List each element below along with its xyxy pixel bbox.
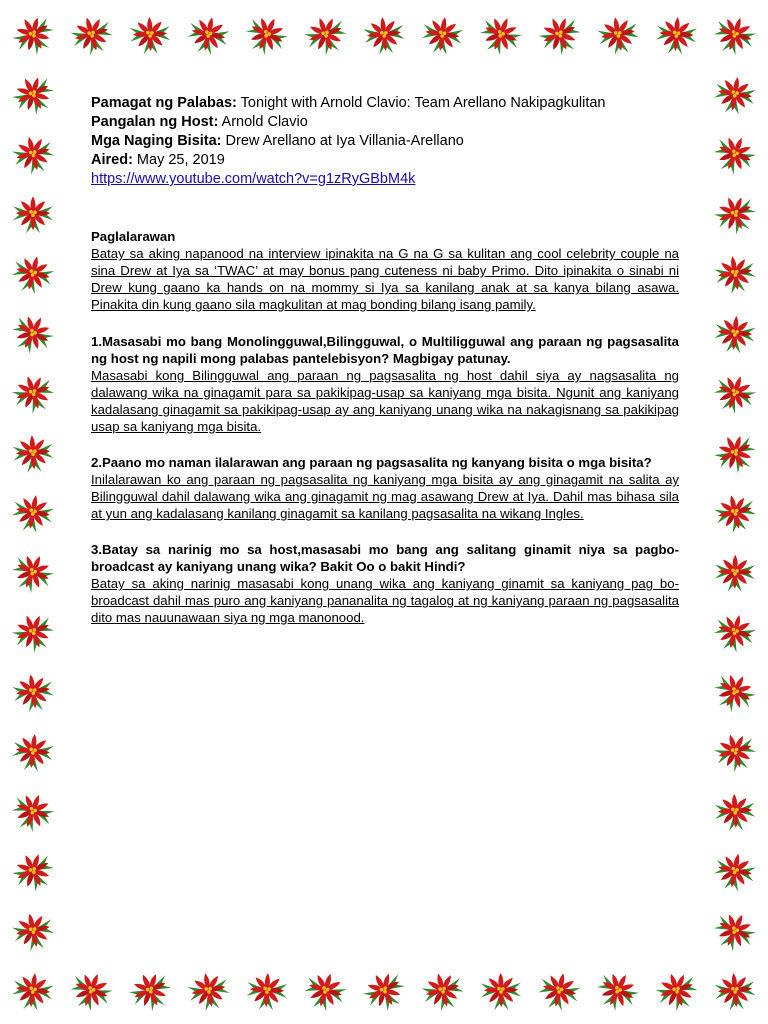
poinsettia-icon (185, 13, 232, 58)
question-3: 3.Batay sa narinig mo sa host,masasabi mo bang ang salitang ginamit niya sa pagbo-broadcast ay kaniyang unang wika? Bakit Oo o bakit Hindi? (91, 542, 679, 574)
aired-line (91, 151, 679, 170)
aired-label: Aired: (91, 152, 133, 168)
host-value: Arnold Clavio (218, 114, 308, 130)
poinsettia-icon (481, 973, 522, 1011)
question-2: 2.Paano mo naman ilalarawan ang paraan ng pagsasalita ng kanyang bisita o mga bisita? (91, 455, 652, 470)
answer-2: Inilalarawan ko ang paraan ng pagsasalita ng kaniyang mga bisita ay ang ginagamit na salita ay Bilingguwal dahil dalawang wika ang ginagamit ng mag asawang Drew at Iya. Dahil mas bihasa sila at yun ang kadalasang kanilang ginagamit sa kanilang pagsasalita na wikang Ingles. (91, 472, 679, 521)
question-2-section (91, 454, 679, 522)
poinsettia-icon (9, 370, 58, 418)
poinsettia-icon (7, 69, 60, 120)
poinsettia-icon (7, 788, 57, 836)
poinsettia-icon (652, 967, 702, 1015)
poinsettia-icon (7, 9, 60, 61)
poinsettia-icon (475, 11, 526, 60)
guests-value: Drew Arellano at Iya Villania-Arellano (221, 133, 464, 149)
poinsettia-icon (711, 729, 760, 776)
host-label: Pangalan ng Host: (91, 114, 219, 130)
poinsettia-icon (129, 16, 170, 54)
poinsettia-icon (711, 610, 759, 656)
poinsettia-icon (66, 967, 117, 1016)
poinsettia-icon (712, 74, 757, 117)
poinsettia-icon (358, 965, 411, 1017)
poinsettia-icon (708, 667, 761, 719)
poinsettia-icon (710, 190, 761, 240)
poinsettia-icon (11, 672, 56, 714)
poinsettia-icon (10, 492, 56, 535)
description-heading: Paglalarawan (91, 229, 176, 244)
question-1-section (91, 333, 679, 435)
poinsettia-icon (534, 10, 586, 60)
poinsettia-icon (9, 132, 57, 178)
poinsettia-icon (710, 12, 759, 60)
poinsettia-icon (420, 14, 465, 56)
poinsettia-icon (9, 252, 57, 298)
poinsettia-icon (595, 14, 641, 57)
poinsettia-icon (708, 906, 760, 956)
poinsettia-icon (240, 10, 292, 61)
poinsettia-icon (536, 969, 583, 1014)
poinsettia-icon (591, 966, 643, 1017)
poinsettia-icon (715, 554, 756, 592)
poinsettia-icon (713, 253, 758, 296)
poinsettia-icon (10, 910, 57, 955)
poinsettia-icon (11, 971, 55, 1013)
poinsettia-icon (709, 130, 760, 180)
youtube-link[interactable]: https://www.youtube.com/watch?v=g1zRyGBbM4k (91, 171, 416, 187)
poinsettia-icon (419, 968, 467, 1014)
poinsettia-icon (714, 971, 757, 1011)
answer-1: Masasabi kong Bilingguwal ang paraan ng pagsasalita ng host dahil siya ay nagsasalita ng dalawang wika na ginagamit para sa pakikipag-usap sa kaniyang mga bisita. Ngunit ang kaniyang kadalasang ginagamit sa pakikipag-usap ay ang kaniyang unang wika na nakagisnang sa pakikipag usap sa kaniyang mga bisita. (91, 368, 679, 434)
aired-value: May 25, 2019 (132, 152, 225, 168)
guests-line (91, 132, 679, 151)
poinsettia-icon (12, 434, 54, 474)
document-body (91, 94, 679, 626)
poinsettia-icon (713, 314, 756, 354)
poinsettia-icon (246, 972, 288, 1011)
poinsettia-icon (8, 846, 60, 897)
poinsettia-icon (13, 196, 53, 233)
poinsettia-icon (186, 969, 232, 1013)
poinsettia-icon (712, 491, 759, 536)
poinsettia-icon (712, 850, 758, 894)
poinsettia-icon (8, 608, 59, 657)
poinsettia-icon (68, 12, 117, 59)
poinsettia-icon (301, 968, 350, 1015)
show-title-value: Tonight with Arnold Clavio: Team Arellano Nakipagkulitan (236, 95, 606, 111)
poinsettia-icon (362, 15, 406, 56)
description-section (91, 228, 679, 313)
answer-3: Batay sa aking narinig masasabi kong unang wika ang kaniyang ginamit sa kaniyang pag bo-broadcast dahil mas puro ang kaniyang pananalita ng tagalog at ng kaniyang paraan ng pagsasalita dito mas nauunawaan siya ng mga manonood. (91, 576, 679, 625)
poinsettia-icon (125, 966, 177, 1016)
guests-label: Mga Naging Bisita: (91, 133, 222, 149)
poinsettia-icon (6, 308, 59, 359)
poinsettia-icon (11, 732, 55, 773)
poinsettia-icon (714, 793, 756, 832)
poinsettia-icon (301, 11, 351, 59)
poinsettia-icon (710, 370, 760, 418)
show-title-label: Pamagat ng Palabas: (91, 95, 237, 111)
poinsettia-icon (7, 548, 59, 598)
question-3-section (91, 541, 679, 626)
poinsettia-icon (709, 428, 761, 479)
description-text: Batay sa aking napanood na interview ipinakita na G na G sa kulitan ang cool celebrity couple na sina Drew at Iya sa ‘TWAC’ at may bonus pang cuteness ni baby Primo. Dito ipinakita o sinabi ni Drew kung gaano ka hands on na mommy si Iya sa kanilang anak at sa kanya bilang asawa. Pinakita din kung gaano sila magkulitan at mag bonding bilang isang pamily. (91, 246, 679, 312)
poinsettia-icon (655, 16, 697, 56)
host-line (91, 113, 679, 132)
show-title-line (91, 94, 679, 113)
question-1: 1.Masasabi mo bang Monolingguwal,Bilingguwal, o Multiligguwal ang paraan ng pagsasalita ng host ng napili mong palabas pantelebisyon? Magbigay patunay. (91, 334, 679, 366)
